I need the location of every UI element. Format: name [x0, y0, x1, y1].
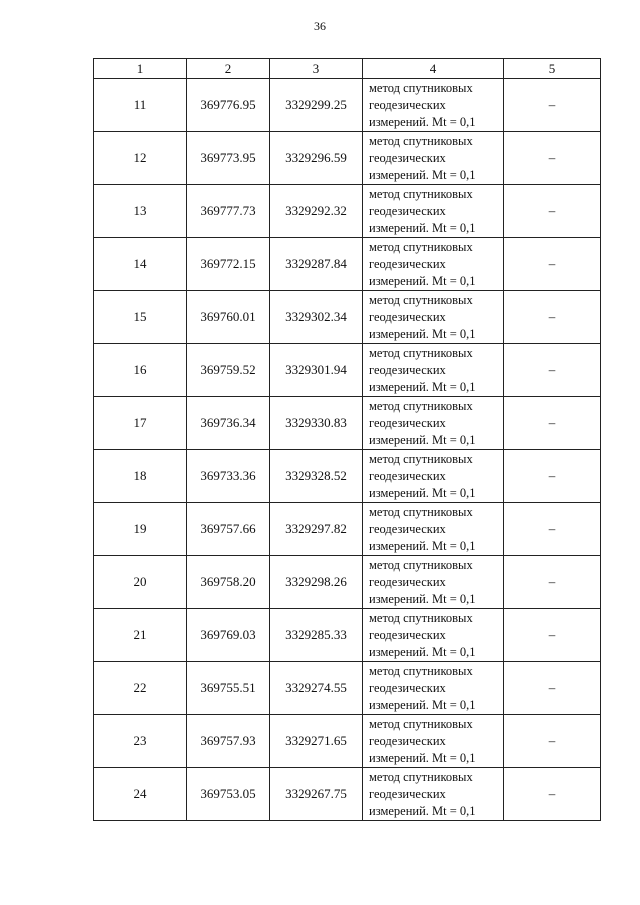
method-cell — [363, 450, 504, 503]
method-line: геодезических — [369, 680, 446, 695]
y-coordinate-cell: 3329302.34 — [270, 291, 363, 344]
point-number-cell: 11 — [94, 79, 187, 132]
method-line: метод спутниковых — [369, 239, 473, 254]
note-cell: – — [504, 715, 601, 768]
method-cell — [363, 344, 504, 397]
note-cell: – — [504, 79, 601, 132]
table-row — [94, 715, 601, 768]
y-coordinate-cell: 3329271.65 — [270, 715, 363, 768]
method-line: измерений. Mt = 0,1 — [369, 432, 476, 447]
x-coordinate-cell: 369733.36 — [187, 450, 270, 503]
x-coordinate-cell: 369753.05 — [187, 768, 270, 821]
method-line: геодезических — [369, 574, 446, 589]
table-row — [94, 291, 601, 344]
method-cell — [363, 79, 504, 132]
method-cell — [363, 397, 504, 450]
x-coordinate-cell: 369736.34 — [187, 397, 270, 450]
x-coordinate-cell: 369773.95 — [187, 132, 270, 185]
note-cell: – — [504, 609, 601, 662]
point-number-cell: 19 — [94, 503, 187, 556]
table-row — [94, 79, 601, 132]
y-coordinate-cell: 3329328.52 — [270, 450, 363, 503]
method-line: метод спутниковых — [369, 610, 473, 625]
method-cell — [363, 291, 504, 344]
method-line: геодезических — [369, 786, 446, 801]
note-cell: – — [504, 662, 601, 715]
point-number-cell: 13 — [94, 185, 187, 238]
method-line: измерений. Mt = 0,1 — [369, 644, 476, 659]
method-line: геодезических — [369, 733, 446, 748]
x-coordinate-cell: 369758.20 — [187, 556, 270, 609]
x-coordinate-cell: 369772.15 — [187, 238, 270, 291]
method-line: метод спутниковых — [369, 716, 473, 731]
table-body — [94, 79, 601, 821]
method-line: измерений. Mt = 0,1 — [369, 697, 476, 712]
method-line: измерений. Mt = 0,1 — [369, 591, 476, 606]
note-cell: – — [504, 556, 601, 609]
x-coordinate-cell: 369769.03 — [187, 609, 270, 662]
method-line: геодезических — [369, 468, 446, 483]
x-coordinate-cell: 369757.66 — [187, 503, 270, 556]
point-number-cell: 14 — [94, 238, 187, 291]
method-cell — [363, 715, 504, 768]
table-row — [94, 768, 601, 821]
method-line: измерений. Mt = 0,1 — [369, 538, 476, 553]
y-coordinate-cell: 3329299.25 — [270, 79, 363, 132]
column-header-2: 2 — [187, 59, 270, 79]
method-line: геодезических — [369, 256, 446, 271]
column-header-3: 3 — [270, 59, 363, 79]
x-coordinate-cell: 369760.01 — [187, 291, 270, 344]
note-cell: – — [504, 132, 601, 185]
table-row — [94, 503, 601, 556]
method-cell — [363, 609, 504, 662]
method-cell — [363, 662, 504, 715]
y-coordinate-cell: 3329330.83 — [270, 397, 363, 450]
point-number-cell: 22 — [94, 662, 187, 715]
y-coordinate-cell: 3329297.82 — [270, 503, 363, 556]
page-number: 36 — [314, 19, 326, 33]
method-line: метод спутниковых — [369, 292, 473, 307]
x-coordinate-cell: 369757.93 — [187, 715, 270, 768]
table-row — [94, 344, 601, 397]
method-line: метод спутниковых — [369, 345, 473, 360]
note-cell: – — [504, 291, 601, 344]
point-number-cell: 24 — [94, 768, 187, 821]
table-row — [94, 185, 601, 238]
method-line: геодезических — [369, 97, 446, 112]
point-number-cell: 15 — [94, 291, 187, 344]
y-coordinate-cell: 3329287.84 — [270, 238, 363, 291]
method-line: измерений. Mt = 0,1 — [369, 379, 476, 394]
method-line: метод спутниковых — [369, 504, 473, 519]
method-line: метод спутниковых — [369, 186, 473, 201]
method-line: геодезических — [369, 362, 446, 377]
column-header-1: 1 — [94, 59, 187, 79]
table-row — [94, 397, 601, 450]
table-row — [94, 238, 601, 291]
note-cell: – — [504, 450, 601, 503]
y-coordinate-cell: 3329296.59 — [270, 132, 363, 185]
note-cell: – — [504, 503, 601, 556]
method-line: геодезических — [369, 521, 446, 536]
x-coordinate-cell: 369776.95 — [187, 79, 270, 132]
method-cell — [363, 503, 504, 556]
y-coordinate-cell: 3329292.32 — [270, 185, 363, 238]
method-line: измерений. Mt = 0,1 — [369, 273, 476, 288]
method-cell — [363, 132, 504, 185]
point-number-cell: 17 — [94, 397, 187, 450]
table-row — [94, 132, 601, 185]
note-cell: – — [504, 185, 601, 238]
method-line: метод спутниковых — [369, 769, 473, 784]
y-coordinate-cell: 3329274.55 — [270, 662, 363, 715]
x-coordinate-cell: 369759.52 — [187, 344, 270, 397]
note-cell: – — [504, 238, 601, 291]
x-coordinate-cell: 369777.73 — [187, 185, 270, 238]
method-line: измерений. Mt = 0,1 — [369, 803, 476, 818]
method-line: геодезических — [369, 415, 446, 430]
y-coordinate-cell: 3329301.94 — [270, 344, 363, 397]
column-header-4: 4 — [363, 59, 504, 79]
y-coordinate-cell: 3329285.33 — [270, 609, 363, 662]
note-cell: – — [504, 768, 601, 821]
method-line: метод спутниковых — [369, 557, 473, 572]
table-row — [94, 609, 601, 662]
method-line: измерений. Mt = 0,1 — [369, 750, 476, 765]
method-line: метод спутниковых — [369, 663, 473, 678]
method-line: метод спутниковых — [369, 80, 473, 95]
table-row — [94, 662, 601, 715]
point-number-cell: 21 — [94, 609, 187, 662]
method-cell — [363, 185, 504, 238]
point-number-cell: 23 — [94, 715, 187, 768]
method-line: измерений. Mt = 0,1 — [369, 326, 476, 341]
note-cell: – — [504, 397, 601, 450]
x-coordinate-cell: 369755.51 — [187, 662, 270, 715]
y-coordinate-cell: 3329298.26 — [270, 556, 363, 609]
method-line: геодезических — [369, 627, 446, 642]
table-row — [94, 556, 601, 609]
coordinates-table — [93, 58, 601, 821]
point-number-cell: 20 — [94, 556, 187, 609]
method-line: измерений. Mt = 0,1 — [369, 485, 476, 500]
point-number-cell: 12 — [94, 132, 187, 185]
method-line: метод спутниковых — [369, 133, 473, 148]
method-line: метод спутниковых — [369, 451, 473, 466]
method-cell — [363, 768, 504, 821]
method-line: измерений. Mt = 0,1 — [369, 220, 476, 235]
table-header — [94, 59, 601, 79]
note-cell: – — [504, 344, 601, 397]
method-line: измерений. Mt = 0,1 — [369, 114, 476, 129]
y-coordinate-cell: 3329267.75 — [270, 768, 363, 821]
method-line: измерений. Mt = 0,1 — [369, 167, 476, 182]
header-row — [94, 59, 601, 79]
point-number-cell: 18 — [94, 450, 187, 503]
point-number-cell: 16 — [94, 344, 187, 397]
method-cell — [363, 556, 504, 609]
method-line: геодезических — [369, 150, 446, 165]
method-line: геодезических — [369, 203, 446, 218]
column-header-5: 5 — [504, 59, 601, 79]
method-line: метод спутниковых — [369, 398, 473, 413]
method-line: геодезических — [369, 309, 446, 324]
method-cell — [363, 238, 504, 291]
table-row — [94, 450, 601, 503]
